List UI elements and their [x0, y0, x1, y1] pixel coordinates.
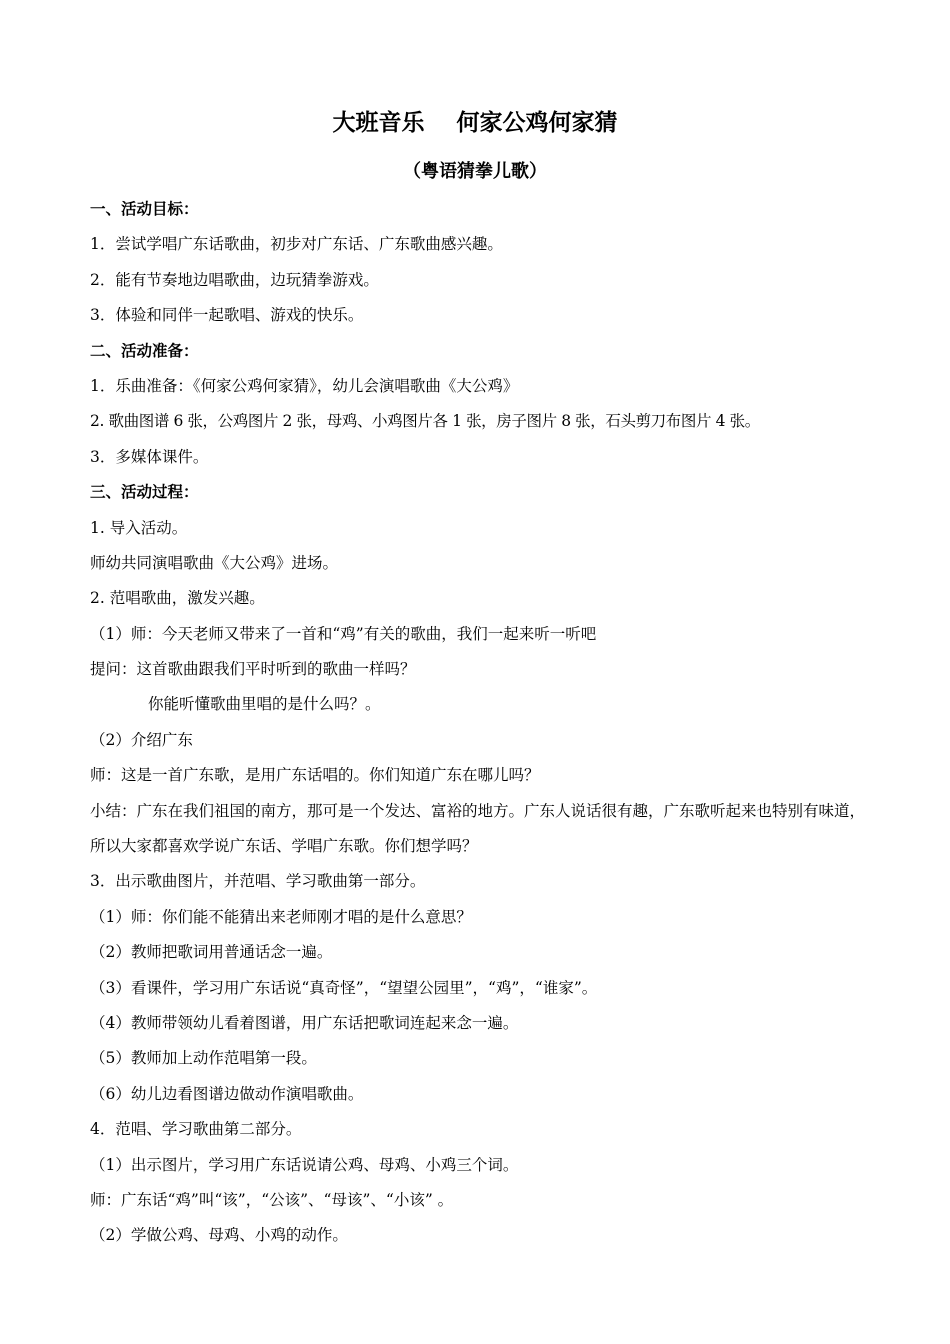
document-title: 大班音乐 何家公鸡何家猜 — [332, 110, 618, 136]
paragraph-line: （2）介绍广东 — [90, 730, 193, 749]
paragraph-line: 1．尝试学唱广东话歌曲，初步对广东话、广东歌曲感兴趣。 — [90, 235, 503, 254]
paragraph-line: （3）看课件，学习用广东话说“真奇怪”，“望望公园里”，“鸡”，“谁家”。 — [90, 978, 598, 997]
paragraph-line: 3．出示歌曲图片，并范唱、学习歌曲第一部分。 — [90, 872, 426, 891]
paragraph-line: 1. 导入活动。 — [90, 518, 188, 537]
document-subtitle: （粤语猜拳儿歌） — [403, 161, 547, 182]
paragraph-line: 师：广东话“鸡”叫“该”，“公该”、“母该”、“小该” 。 — [90, 1190, 454, 1209]
paragraph-line: 4．范唱、学习歌曲第二部分。 — [90, 1120, 302, 1139]
paragraph-line: 2. 歌曲图谱 6 张，公鸡图片 2 张，母鸡、小鸡图片各 1 张，房子图片 8 张，石头剪刀布图片 4 张。 — [90, 412, 760, 431]
paragraph-line: 2．能有节奏地边唱歌曲，边玩猜拳游戏。 — [90, 270, 379, 289]
paragraph-line: （1）师：你们能不能猜出来老师刚才唱的是什么意思？ — [90, 907, 472, 926]
paragraph-line: 2. 范唱歌曲，激发兴趣。 — [90, 589, 265, 608]
section-heading: 二、活动准备： — [90, 341, 199, 360]
paragraph-line: 小结：广东在我们祖国的南方，那可是一个发达、富裕的地方。广东人说话很有趣，广东歌听起来也特别有味道，所以大家都喜欢学说广东话、学唱广东歌。你们想学吗？ — [90, 801, 866, 856]
section-heading: 一、活动目标： — [90, 200, 199, 218]
paragraph-line: 师：这是一首广东歌，是用广东话唱的。你们知道广东在哪儿吗？ — [90, 766, 540, 785]
paragraph-line: （1）出示图片，学习用广东话说请公鸡、母鸡、小鸡三个词。 — [90, 1155, 519, 1174]
paragraph-line: （2）教师把歌词用普通话念一遍。 — [90, 943, 333, 962]
paragraph-line: 1．乐曲准备：《何家公鸡何家猜》，幼儿会演唱歌曲《大公鸡》 — [90, 376, 519, 395]
paragraph-line: 师幼共同演唱歌曲《大公鸡》进场。 — [90, 553, 339, 572]
paragraph-line: 提问：这首歌曲跟我们平时听到的歌曲一样吗？ — [90, 660, 416, 679]
paragraph-line: （6）幼儿边看图谱边做动作演唱歌曲。 — [90, 1084, 364, 1103]
document-body — [90, 192, 870, 1254]
paragraph-line: （4）教师带领幼儿看着图谱，用广东话把歌词连起来念一遍。 — [90, 1014, 519, 1033]
paragraph-line: 你能听懂歌曲里唱的是什么吗？。 — [148, 695, 381, 714]
paragraph-line: 3．体验和同伴一起歌唱、游戏的快乐。 — [90, 306, 364, 325]
paragraph-line: （2）学做公鸡、母鸡、小鸡的动作。 — [90, 1226, 348, 1245]
paragraph-line: （1）师：今天老师又带来了一首和“鸡”有关的歌曲，我们一起来听一听吧 — [90, 624, 597, 643]
section-heading: 三、活动过程： — [90, 483, 199, 502]
paragraph-line: （5）教师加上动作范唱第一段。 — [90, 1049, 317, 1068]
paragraph-line: 3．多媒体课件。 — [90, 447, 209, 466]
